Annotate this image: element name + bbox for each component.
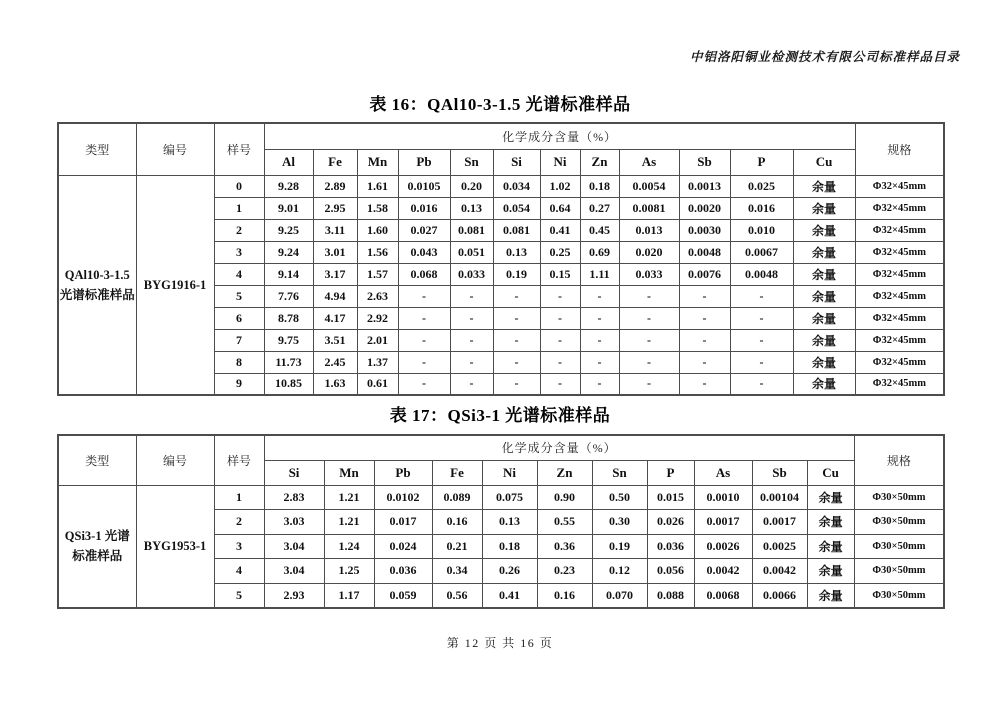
value-cell: 0.13: [493, 241, 540, 263]
spec-cell: Φ32×45mm: [855, 175, 944, 197]
value-cell: 余量: [807, 583, 854, 608]
value-cell: 0.0048: [730, 263, 793, 285]
value-cell: 余量: [807, 534, 854, 559]
value-cell: 0.26: [482, 559, 537, 584]
value-cell: 0.0017: [752, 510, 807, 535]
value-cell: 1.57: [357, 263, 398, 285]
value-cell: 3.03: [264, 510, 324, 535]
value-cell: 9.25: [264, 219, 313, 241]
column-header-element: Cu: [807, 460, 854, 485]
value-cell: 0.27: [580, 197, 619, 219]
column-header-element: Zn: [580, 149, 619, 175]
number-cell: BYG1916-1: [136, 175, 214, 395]
value-cell: 1.63: [313, 373, 357, 395]
spec-cell: Φ32×45mm: [855, 329, 944, 351]
value-cell: 9.24: [264, 241, 313, 263]
value-cell: 0.017: [374, 510, 432, 535]
column-header-element: Sn: [592, 460, 647, 485]
value-cell: 0.059: [374, 583, 432, 608]
sample-number-cell: 2: [214, 510, 264, 535]
value-cell: 9.14: [264, 263, 313, 285]
spec-cell: Φ32×45mm: [855, 307, 944, 329]
spec-cell: Φ32×45mm: [855, 285, 944, 307]
value-cell: -: [540, 351, 580, 373]
sample-number-cell: 5: [214, 583, 264, 608]
table-16: [57, 122, 945, 396]
page-number-footer: 第 12 页 共 16 页: [446, 636, 554, 650]
value-cell: 0.068: [398, 263, 450, 285]
sample-number-cell: 3: [214, 241, 264, 263]
value-cell: -: [619, 307, 679, 329]
value-cell: 1.11: [580, 263, 619, 285]
value-cell: -: [730, 373, 793, 395]
value-cell: 0.036: [374, 559, 432, 584]
value-cell: 3.11: [313, 219, 357, 241]
sample-number-cell: 9: [214, 373, 264, 395]
sample-number-cell: 4: [214, 263, 264, 285]
header-row: [58, 123, 944, 149]
value-cell: 1.37: [357, 351, 398, 373]
column-header-spec: 规格: [854, 435, 944, 485]
value-cell: 2.63: [357, 285, 398, 307]
column-header-element: Mn: [324, 460, 374, 485]
sample-number-cell: 7: [214, 329, 264, 351]
value-cell: -: [450, 373, 493, 395]
sample-number-cell: 8: [214, 351, 264, 373]
column-header-type: 类型: [58, 123, 136, 175]
value-cell: -: [580, 307, 619, 329]
value-cell: 2.89: [313, 175, 357, 197]
value-cell: 0.18: [482, 534, 537, 559]
column-header-sample: 样号: [214, 123, 264, 175]
sample-number-cell: 6: [214, 307, 264, 329]
value-cell: 0.025: [730, 175, 793, 197]
value-cell: -: [679, 351, 730, 373]
value-cell: 0.36: [537, 534, 592, 559]
value-cell: 1.25: [324, 559, 374, 584]
value-cell: 0.16: [537, 583, 592, 608]
value-cell: 余量: [793, 351, 855, 373]
sample-number-cell: 1: [214, 197, 264, 219]
column-header-element: Ni: [540, 149, 580, 175]
value-cell: 3.04: [264, 534, 324, 559]
value-cell: 0.19: [592, 534, 647, 559]
value-cell: 0.41: [540, 219, 580, 241]
value-cell: 0.0066: [752, 583, 807, 608]
value-cell: 0.56: [432, 583, 482, 608]
value-cell: -: [450, 351, 493, 373]
column-header-element: Cu: [793, 149, 855, 175]
value-cell: 0.13: [482, 510, 537, 535]
value-cell: 0.015: [647, 485, 694, 510]
column-header-number: 编号: [136, 435, 214, 485]
value-cell: -: [398, 329, 450, 351]
value-cell: 0.081: [493, 219, 540, 241]
value-cell: 0.027: [398, 219, 450, 241]
sample-number-cell: 1: [214, 485, 264, 510]
number-cell: BYG1953-1: [136, 485, 214, 608]
value-cell: 1.61: [357, 175, 398, 197]
value-cell: -: [493, 373, 540, 395]
value-cell: 0.41: [482, 583, 537, 608]
value-cell: 0.0105: [398, 175, 450, 197]
value-cell: 0.070: [592, 583, 647, 608]
value-cell: 0.90: [537, 485, 592, 510]
value-cell: 0.024: [374, 534, 432, 559]
value-cell: 0.0067: [730, 241, 793, 263]
value-cell: 余量: [793, 219, 855, 241]
value-cell: 0.23: [537, 559, 592, 584]
column-header-element: Sb: [752, 460, 807, 485]
value-cell: 0.0030: [679, 219, 730, 241]
value-cell: 1.58: [357, 197, 398, 219]
value-cell: 余量: [793, 307, 855, 329]
value-cell: 余量: [793, 241, 855, 263]
spec-cell: Φ32×45mm: [855, 197, 944, 219]
value-cell: -: [540, 329, 580, 351]
value-cell: 2.95: [313, 197, 357, 219]
value-cell: 0.033: [450, 263, 493, 285]
value-cell: 0.0025: [752, 534, 807, 559]
column-header-element: Pb: [398, 149, 450, 175]
value-cell: 0.043: [398, 241, 450, 263]
column-header-element: Fe: [313, 149, 357, 175]
value-cell: 余量: [793, 285, 855, 307]
value-cell: 0.054: [493, 197, 540, 219]
value-cell: -: [493, 285, 540, 307]
value-cell: -: [450, 307, 493, 329]
value-cell: 0.25: [540, 241, 580, 263]
value-cell: 1.17: [324, 583, 374, 608]
value-cell: 3.01: [313, 241, 357, 263]
value-cell: -: [619, 329, 679, 351]
value-cell: 余量: [807, 510, 854, 535]
value-cell: -: [730, 351, 793, 373]
value-cell: 1.60: [357, 219, 398, 241]
value-cell: 0.089: [432, 485, 482, 510]
value-cell: 0.016: [398, 197, 450, 219]
value-cell: -: [619, 285, 679, 307]
spec-cell: Φ30×50mm: [854, 583, 944, 608]
value-cell: 9.01: [264, 197, 313, 219]
value-cell: 0.0054: [619, 175, 679, 197]
value-cell: 0.013: [619, 219, 679, 241]
sample-number-cell: 3: [214, 534, 264, 559]
spec-cell: Φ30×50mm: [854, 559, 944, 584]
value-cell: -: [730, 285, 793, 307]
value-cell: 0.69: [580, 241, 619, 263]
sample-number-cell: 2: [214, 219, 264, 241]
value-cell: 2.93: [264, 583, 324, 608]
value-cell: 0.0042: [694, 559, 752, 584]
spec-cell: Φ32×45mm: [855, 263, 944, 285]
value-cell: 0.61: [357, 373, 398, 395]
spec-cell: Φ32×45mm: [855, 351, 944, 373]
column-header-element: Fe: [432, 460, 482, 485]
value-cell: -: [493, 329, 540, 351]
value-cell: 余量: [793, 175, 855, 197]
spec-cell: Φ32×45mm: [855, 373, 944, 395]
value-cell: 0.34: [432, 559, 482, 584]
column-header-element: As: [619, 149, 679, 175]
column-header-composition: 化学成分含量（%）: [264, 435, 854, 460]
table-row: [58, 175, 944, 197]
value-cell: -: [679, 307, 730, 329]
value-cell: 0.036: [647, 534, 694, 559]
value-cell: 0.020: [619, 241, 679, 263]
value-cell: 0.13: [450, 197, 493, 219]
type-cell: QSi3-1 光谱标准样品: [58, 485, 136, 608]
value-cell: 0.026: [647, 510, 694, 535]
value-cell: 3.51: [313, 329, 357, 351]
value-cell: 4.17: [313, 307, 357, 329]
value-cell: 0.081: [450, 219, 493, 241]
value-cell: 0.034: [493, 175, 540, 197]
value-cell: 0.033: [619, 263, 679, 285]
column-header-element: Sb: [679, 149, 730, 175]
spec-cell: Φ30×50mm: [854, 485, 944, 510]
table-16-title: 表 16：QAl10-3-1.5 光谱标准样品: [369, 95, 631, 114]
value-cell: -: [493, 351, 540, 373]
header-row: [58, 435, 944, 460]
value-cell: -: [398, 351, 450, 373]
value-cell: -: [493, 307, 540, 329]
spec-cell: Φ32×45mm: [855, 241, 944, 263]
column-header-element: Si: [264, 460, 324, 485]
value-cell: -: [540, 373, 580, 395]
value-cell: 1.24: [324, 534, 374, 559]
value-cell: 0.15: [540, 263, 580, 285]
column-header-element: Mn: [357, 149, 398, 175]
column-header-element: Al: [264, 149, 313, 175]
value-cell: 0.0010: [694, 485, 752, 510]
column-header-number: 编号: [136, 123, 214, 175]
column-header-composition: 化学成分含量（%）: [264, 123, 855, 149]
column-header-element: Sn: [450, 149, 493, 175]
value-cell: 1.21: [324, 510, 374, 535]
column-header-element: As: [694, 460, 752, 485]
value-cell: 2.83: [264, 485, 324, 510]
value-cell: 0.20: [450, 175, 493, 197]
value-cell: 余量: [793, 329, 855, 351]
value-cell: 0.0026: [694, 534, 752, 559]
value-cell: -: [679, 285, 730, 307]
value-cell: 0.051: [450, 241, 493, 263]
table-17: [57, 434, 945, 609]
column-header-element: P: [730, 149, 793, 175]
value-cell: 0.0017: [694, 510, 752, 535]
column-header-type: 类型: [58, 435, 136, 485]
type-cell: QAl10-3-1.5 光谱标准样品: [58, 175, 136, 395]
column-header-element: Si: [493, 149, 540, 175]
value-cell: -: [398, 307, 450, 329]
value-cell: 0.16: [432, 510, 482, 535]
value-cell: 余量: [793, 373, 855, 395]
value-cell: 余量: [807, 485, 854, 510]
spec-cell: Φ32×45mm: [855, 219, 944, 241]
value-cell: 3.04: [264, 559, 324, 584]
value-cell: -: [619, 351, 679, 373]
column-header-element: Zn: [537, 460, 592, 485]
value-cell: 0.18: [580, 175, 619, 197]
value-cell: 0.0013: [679, 175, 730, 197]
value-cell: 0.50: [592, 485, 647, 510]
value-cell: 10.85: [264, 373, 313, 395]
value-cell: 7.76: [264, 285, 313, 307]
value-cell: -: [730, 307, 793, 329]
value-cell: 余量: [807, 559, 854, 584]
value-cell: -: [398, 285, 450, 307]
column-header-element: Ni: [482, 460, 537, 485]
column-header-element: P: [647, 460, 694, 485]
value-cell: 8.78: [264, 307, 313, 329]
value-cell: 0.016: [730, 197, 793, 219]
value-cell: 0.64: [540, 197, 580, 219]
value-cell: -: [540, 285, 580, 307]
value-cell: 0.55: [537, 510, 592, 535]
value-cell: 0.12: [592, 559, 647, 584]
value-cell: 1.21: [324, 485, 374, 510]
spec-cell: Φ30×50mm: [854, 534, 944, 559]
value-cell: 0.0068: [694, 583, 752, 608]
value-cell: 0.0076: [679, 263, 730, 285]
value-cell: 11.73: [264, 351, 313, 373]
value-cell: 2.01: [357, 329, 398, 351]
value-cell: 余量: [793, 263, 855, 285]
column-header-element: Pb: [374, 460, 432, 485]
value-cell: 0.19: [493, 263, 540, 285]
value-cell: 3.17: [313, 263, 357, 285]
value-cell: 0.010: [730, 219, 793, 241]
value-cell: 9.28: [264, 175, 313, 197]
value-cell: 2.45: [313, 351, 357, 373]
value-cell: 9.75: [264, 329, 313, 351]
value-cell: -: [580, 329, 619, 351]
value-cell: 0.0042: [752, 559, 807, 584]
spec-cell: Φ30×50mm: [854, 510, 944, 535]
value-cell: -: [730, 329, 793, 351]
value-cell: 0.21: [432, 534, 482, 559]
value-cell: -: [540, 307, 580, 329]
value-cell: 2.92: [357, 307, 398, 329]
value-cell: 1.56: [357, 241, 398, 263]
value-cell: 0.075: [482, 485, 537, 510]
value-cell: 0.0102: [374, 485, 432, 510]
value-cell: -: [580, 373, 619, 395]
value-cell: -: [450, 329, 493, 351]
value-cell: 4.94: [313, 285, 357, 307]
sample-number-cell: 5: [214, 285, 264, 307]
table-17-title: 表 17：QSi3-1 光谱标准样品: [389, 406, 611, 425]
value-cell: -: [450, 285, 493, 307]
value-cell: 0.00104: [752, 485, 807, 510]
value-cell: -: [619, 373, 679, 395]
column-header-spec: 规格: [855, 123, 944, 175]
document-header-text: 中铝洛阳铜业检测技术有限公司标准样品目录: [689, 50, 960, 64]
value-cell: 0.45: [580, 219, 619, 241]
value-cell: 0.30: [592, 510, 647, 535]
sample-number-cell: 0: [214, 175, 264, 197]
sample-number-cell: 4: [214, 559, 264, 584]
value-cell: 余量: [793, 197, 855, 219]
value-cell: -: [580, 285, 619, 307]
value-cell: 0.056: [647, 559, 694, 584]
value-cell: 0.088: [647, 583, 694, 608]
value-cell: 1.02: [540, 175, 580, 197]
value-cell: -: [398, 373, 450, 395]
value-cell: -: [679, 329, 730, 351]
value-cell: 0.0048: [679, 241, 730, 263]
value-cell: -: [580, 351, 619, 373]
value-cell: -: [679, 373, 730, 395]
column-header-sample: 样号: [214, 435, 264, 485]
value-cell: 0.0020: [679, 197, 730, 219]
table-row: [58, 485, 944, 510]
value-cell: 0.0081: [619, 197, 679, 219]
